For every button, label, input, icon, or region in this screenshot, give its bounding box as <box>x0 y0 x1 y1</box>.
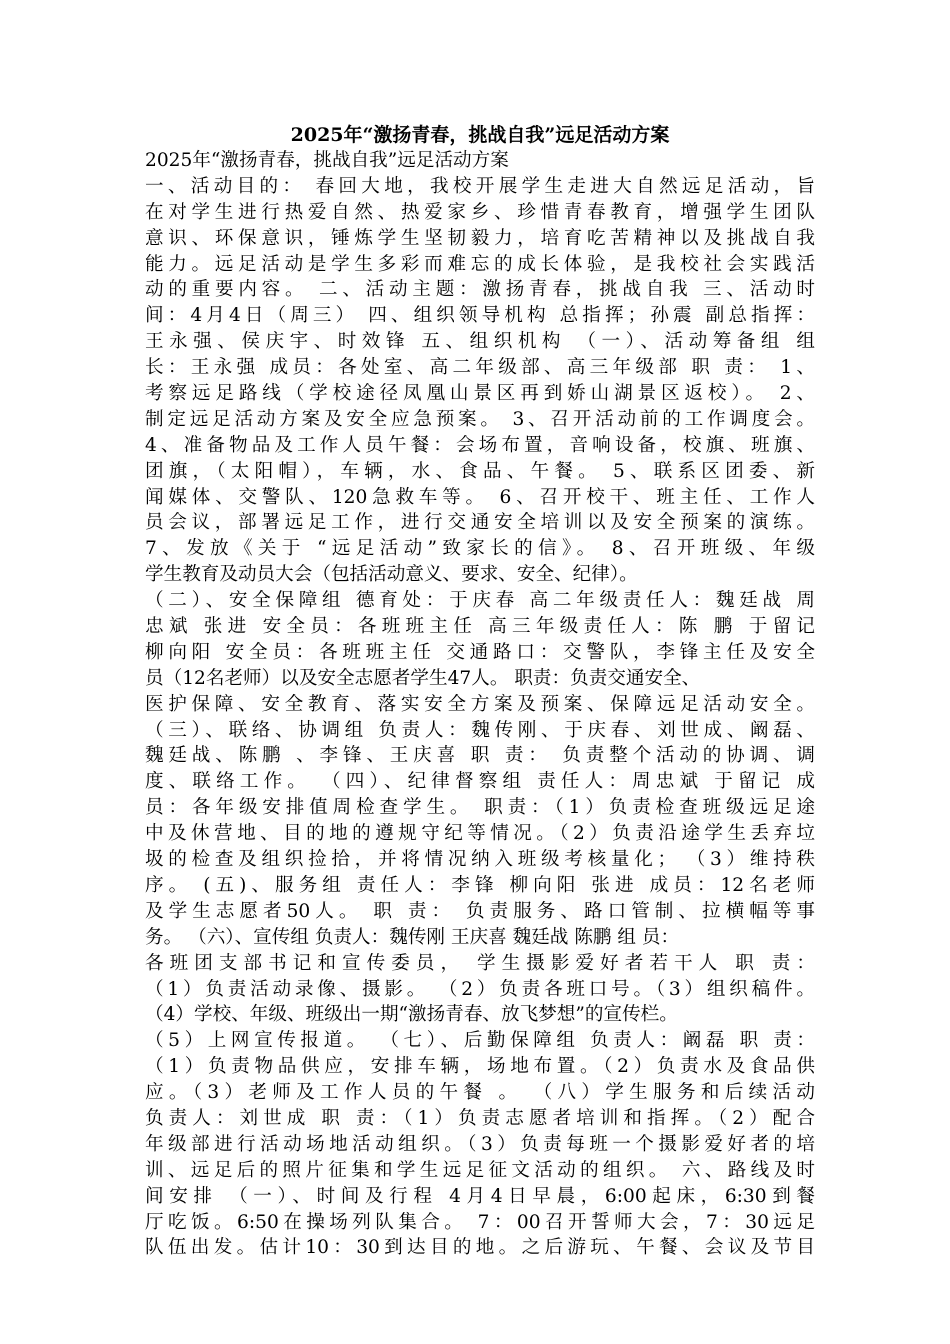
body-line: 一、活动目的： 春回大地，我校开展学生走进大自然远足活动，旨 <box>145 175 815 197</box>
body-line: 负责人：刘世成 职 责：（1）负责志愿者培训和指挥。（2）配合 <box>145 1107 815 1129</box>
body-line: 意识、环保意识，锤炼学生坚韧毅力，培育吃苦精神以及挑战自我 <box>145 227 815 249</box>
body-line: 王永强、侯庆宇、时效锋 五、组织机构 （一）、活动筹备组 组 <box>145 331 815 353</box>
body-line: （1）负责物品供应，安排车辆，场地布置。（2）负责水及食品供 <box>145 1056 815 1078</box>
body-line: 训、远足后的照片征集和学生远足征文活动的组织。 六、路线及时 <box>145 1159 815 1181</box>
body-line: 员：各年级安排值周检查学生。 职责：（1）负责检查班级远足途 <box>145 797 815 819</box>
body-line: 队伍出发。估计10：30到达目的地。之后游玩、午餐、会议及节目 <box>145 1237 815 1259</box>
document-title: 2025年“激扬青春，挑战自我”远足活动方案 <box>290 124 670 146</box>
body-line: 度、联络工作。 （四）、纪律督察组 责任人：周忠斌 于留记 成 <box>145 771 815 793</box>
body-line: 医护保障、安全教育、落实安全方案及预案、保障远足活动安全。 <box>145 693 815 715</box>
document-body <box>145 148 815 1261</box>
body-line: 制定远足活动方案及安全应急预案。 3、召开活动前的工作调度会。 <box>145 408 815 430</box>
body-line: 年级部进行活动场地活动组织。（3）负责每班一个摄影爱好者的培 <box>145 1133 815 1155</box>
body-line: 能力。远足活动是学生多彩而难忘的成长体验，是我校社会实践活 <box>145 253 815 275</box>
body-line: 柳向阳 安全员：各班班主任 交通路口：交警队，李锋主任及安全 <box>145 641 815 663</box>
body-line: 2025年“激扬青春，挑战自我”远足活动方案 <box>145 150 509 171</box>
body-line: 动的重要内容。 二、活动主题：激扬青春，挑战自我 三、活动时 <box>145 279 815 301</box>
body-line: 魏廷战、陈鹏 、李锋、王庆喜 职 责： 负责整个活动的协调、调 <box>145 745 815 767</box>
body-line: 及学生志愿者50人。 职 责： 负责服务、路口管制、拉横幅等事 <box>145 900 815 922</box>
body-line: 间：4月4日（周三） 四、组织领导机构 总指挥；孙震 副总指挥： <box>145 305 815 327</box>
body-line: 员会议，部署远足工作，进行交通安全培训以及安全预案的演练。 <box>145 512 815 534</box>
body-line: 间安排 （一）、时间及行程 4月4日早晨，6:00起床，6:30到餐 <box>145 1185 815 1207</box>
body-line: 在对学生进行热爱自然、热爱家乡、珍惜青春教育，增强学生团队 <box>145 201 815 223</box>
body-line: （二）、安全保障组 德育处：于庆春 高二年级责任人：魏廷战 周 <box>145 590 815 612</box>
body-line: （1）负责活动录像、摄影。 （2）负责各班口号。（3）组织稿件。 <box>145 978 815 1000</box>
body-line: 员（12名老师）以及安全志愿者学生47人。 职责：负责交通安全、 <box>145 667 701 689</box>
body-line: 应。（3）老师及工作人员的午餐 。 （八）学生服务和后续活动 <box>145 1082 815 1104</box>
body-line: 7、发放《关于 “远足活动”致家长的信》。 8、召开班级、年级 <box>145 538 815 560</box>
body-line: 长：王永强 成员：各处室、高二年级部、高三年级部 职 责： 1、 <box>145 357 815 379</box>
body-line: 各班团支部书记和宣传委员， 学生摄影爱好者若干人 职 责： <box>145 952 815 974</box>
body-line: （4）学校、年级、班级出一期“激扬青春、放飞梦想”的宣传栏。 <box>145 1004 678 1026</box>
body-line: 闻媒体、交警队、120急救车等。 6、召开校干、班主任、工作人 <box>145 486 815 508</box>
body-line: （5）上网宣传报道。 （七）、后勤保障组 负责人：阚磊 职 责： <box>145 1030 815 1052</box>
body-line: 圾的检查及组织捡拾，并将情况纳入班级考核量化； （3）维持秩 <box>145 849 815 871</box>
body-line: （三）、联络、协调组 负责人：魏传刚、于庆春、刘世成、阚磊、 <box>145 719 815 741</box>
body-line: 团旗，（太阳帽），车辆，水、食品、午餐。 5、联系区团委、新 <box>145 460 815 482</box>
body-line: 考察远足路线（学校途径凤凰山景区再到娇山湖景区返校）。 2、 <box>145 383 815 405</box>
body-line: 务。 （六）、宣传组 负责人：魏传刚 王庆喜 魏廷战 陈鹏 组 员： <box>145 926 680 948</box>
body-line: 中及休营地、目的地的遵规守纪等情况。（2）负责沿途学生丢弃垃 <box>145 823 815 845</box>
body-line: 学生教育及动员大会（包括活动意义、要求、安全、纪律）。 <box>145 564 638 586</box>
body-line: 忠斌 张进 安全员：各班班主任 高三年级责任人：陈 鹏 于留记 <box>145 616 815 638</box>
body-line: 序。 (五)、服务组 责任人：李锋 柳向阳 张进 成员：12名老师 <box>145 874 815 896</box>
body-line: 厅吃饭。6:50在操场列队集合。 7：00召开誓师大会，7：30远足 <box>145 1211 815 1233</box>
body-line: 4、准备物品及工作人员午餐：会场布置，音响设备，校旗、班旗、 <box>145 434 815 456</box>
